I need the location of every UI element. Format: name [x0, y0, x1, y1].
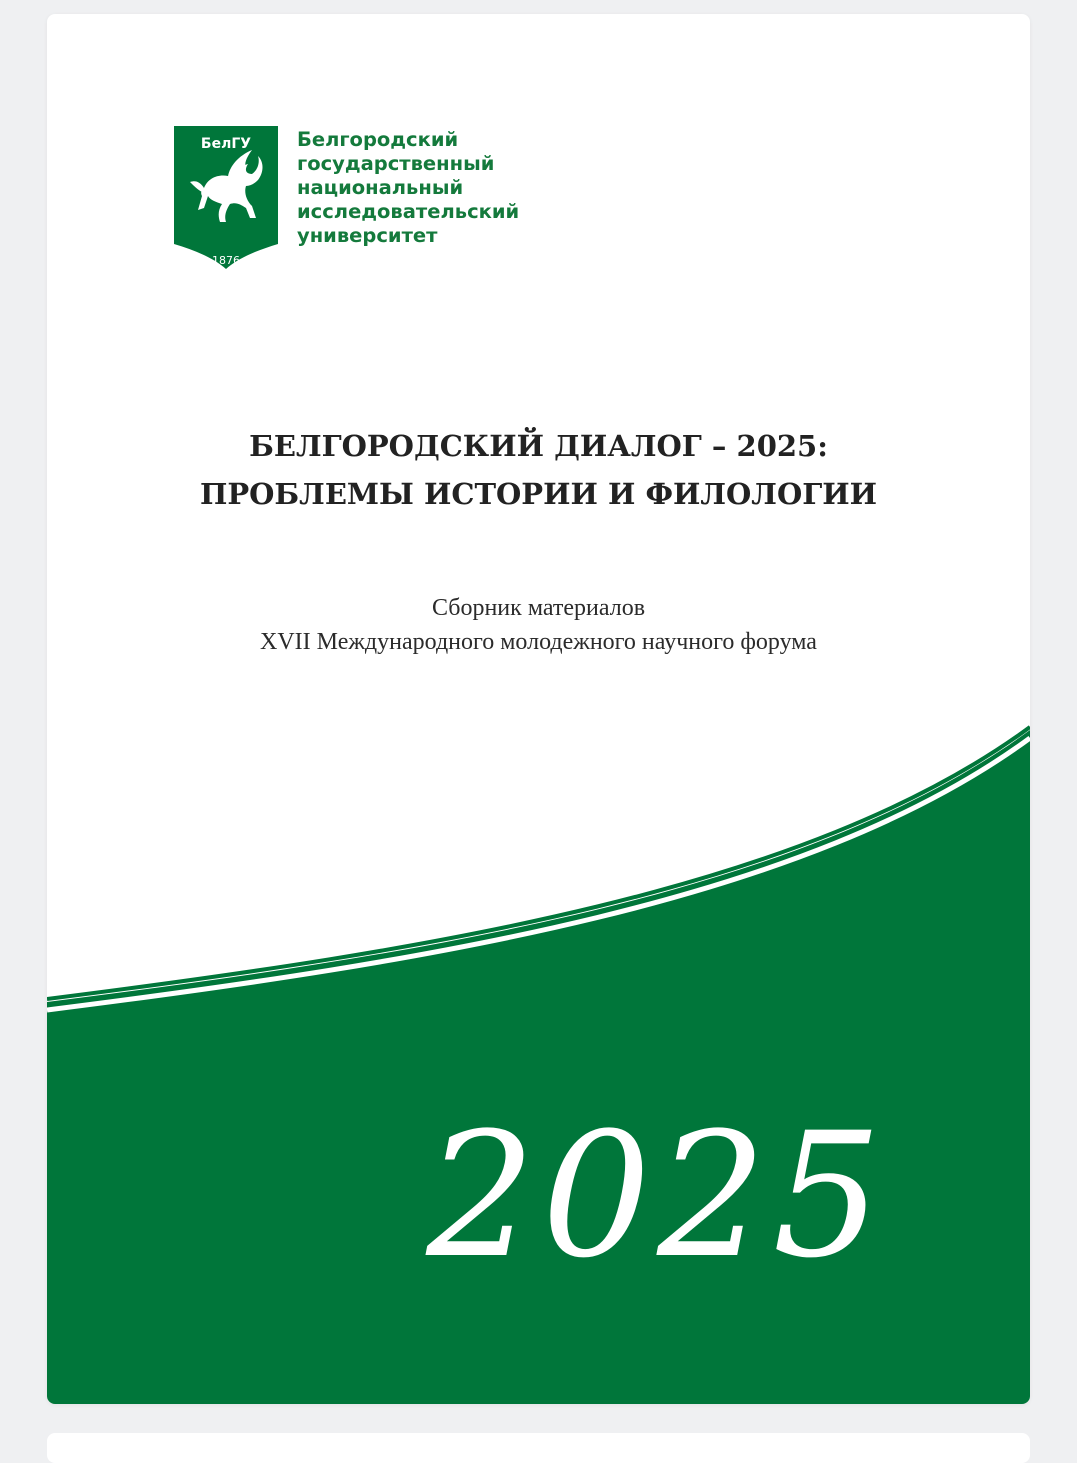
university-name-line: национальный — [297, 176, 464, 199]
subtitle-line: Сборник материалов — [431, 595, 646, 621]
university-name-line: университет — [297, 224, 438, 247]
book-cover — [47, 14, 1030, 1404]
logo-abbr: БелГУ — [200, 136, 252, 152]
next-page-card — [47, 1433, 1030, 1463]
title-line: БЕЛГОРОДСКИЙ ДИАЛОГ – 2025: — [249, 429, 828, 463]
university-name-line: Белгородский — [297, 128, 459, 151]
university-name-line: государственный — [297, 152, 495, 175]
subtitle-line: XVII Международного молодежного научного форума — [260, 629, 817, 655]
title-line: ПРОБЛЕМЫ ИСТОРИИ И ФИЛОЛОГИИ — [199, 477, 878, 511]
university-name — [297, 128, 597, 248]
university-name-line: исследовательский — [297, 200, 520, 223]
book-subtitle — [47, 591, 1030, 659]
year-display: 2025 — [426, 1095, 888, 1296]
book-title — [47, 422, 1030, 518]
logo-year: 1876 — [212, 254, 240, 267]
university-logo — [174, 126, 278, 270]
